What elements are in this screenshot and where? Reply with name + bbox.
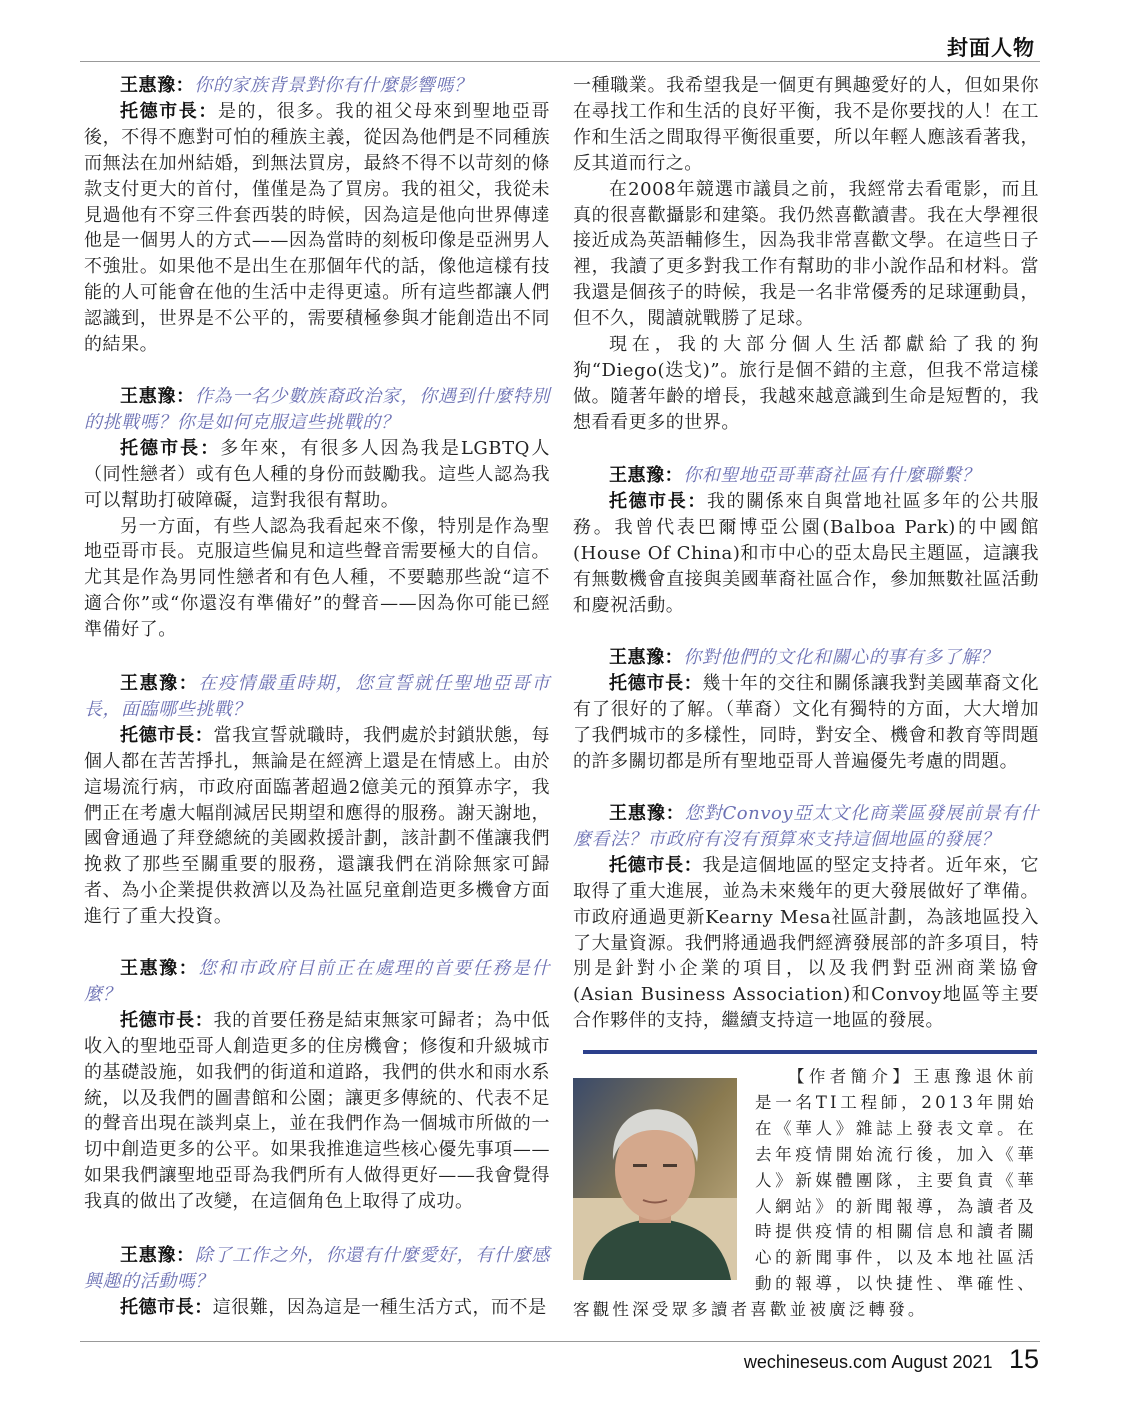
question: 你對他們的文化和關心的事有多了解？: [683, 647, 999, 668]
qa-block: [84, 956, 550, 1215]
header-divider: [80, 61, 1040, 62]
answer: 我的首要任務是結束無家可歸者；為中低收入的聖地亞哥人創造更多的住房機會；修復和升級城市的基礎設施，如我們的街道和道路，我們的供水和雨水系統，以及我們的圖書館和公園；讓更多傳統的、代表不足的聲音出現在談判桌上，並在我們作為一個城市所做的一切中創造更多的公平。如果我推進這些核心優先事項——如果我們讓聖地亞哥為我們所有人做得更好——我會覺得我真的做出了改變，在這個角色上取得了成功。: [84, 1009, 550, 1213]
interviewee-label: 托德市長：: [120, 724, 214, 746]
answer: 這很難，因為這是一種生活方式，而不是: [212, 1296, 547, 1318]
page-number: 15: [1008, 1344, 1039, 1374]
footer-site: wechineseus.com: [743, 1352, 887, 1372]
question: 您對Convoy亞太文化商業區發展前景有什麼看法？市政府有沒有預算來支持這個地區的發展？: [573, 803, 1039, 850]
answer-paragraph: 現在，我的大部分個人生活都獻給了我的狗狗“Diego(迭戈)”。旅行是個不錯的主意，但我不常這樣做。隨著年齡的增長，我越來越意識到生命是短暫的，我想看看更多的世界。: [573, 334, 1039, 433]
answer-continuation: [573, 73, 1039, 436]
answer: 當我宣誓就職時，我們處於封鎖狀態，每個人都在苦苦掙扎，無論是在經濟上還是在情感上。由於這場流行病，市政府面臨著超過2億美元的預算赤字，我們正在考慮大幅削減居民期望和應得的服務。謝天謝地，國會通過了拜登總統的美國救援計劃，該計劃不僅讓我們挽救了那些至關重要的服務，還讓我們在消除無家可歸者、為小企業提供救濟以及為社區兒童創造更多機會方面進行了重大投資。: [84, 724, 550, 928]
interviewer-label: 王惠豫：: [120, 1245, 195, 1266]
qa-block: [84, 671, 550, 930]
bio-divider: [583, 1050, 1037, 1054]
question: 您和市政府目前正在處理的首要任務是什麼？: [84, 958, 550, 1005]
interviewee-label: 托德市長：: [120, 1009, 214, 1031]
answer-paragraph: 在2008年競選市議員之前，我經常去看電影，而且真的很喜歡攝影和建築。我仍然喜歡讀書。我在大學裡很接近成為英語輔修生，因為我非常喜歡文學。在這些日子裡，我讀了更多對我工作有幫助的非小說作品和材料。當我還是個孩子的時候，我是一名非常優秀的足球運動員，但不久，閱讀就戰勝了足球。: [573, 178, 1039, 330]
qa-block: [573, 645, 1039, 775]
interviewee-label: 托德市長：: [609, 854, 703, 876]
question: 你和聖地亞哥華裔社區有什麼聯繫？: [683, 465, 981, 486]
question: 你的家族背景對你有什麼影響嗎？: [194, 75, 473, 96]
section-title: 封面人物: [947, 35, 1035, 60]
interviewer-label: 王惠豫：: [609, 647, 684, 668]
bio-text: 【作者簡介】王惠豫退休前是一名TI工程師，2013年開始在《華人》雜誌上發表文章。在去年疫情開始流行後，加入《華人》新媒體團隊，主要負責《華人網站》的新聞報導，為讀者及時提供疫情的相關信息和讀者關心的新聞事件，以及本地社區活動的報導，以快捷性、準確性、客觀性深受眾多讀者喜歡並被廣泛轉發。: [573, 1067, 1037, 1320]
interviewee-label: 托德市長：: [120, 100, 218, 122]
interviewee-label: 托德市長：: [120, 1296, 213, 1318]
interviewer-label: 王惠豫：: [120, 958, 199, 979]
question: 在疫情嚴重時期，您宣誓就任聖地亞哥市長，面臨哪些挑戰？: [84, 673, 550, 720]
qa-block: [573, 801, 1039, 1034]
interviewer-label: 王惠豫：: [120, 75, 195, 96]
qa-block: [573, 463, 1039, 618]
answer-paragraph: 另一方面，有些人認為我看起來不像，特別是作為聖地亞哥市長。克服這些偏見和這些聲音需要極大的自信。尤其是作為男同性戀者和有色人種，不要聽那些說“這不適合你”或“你還沒有準備好”的聲音——因為你可能已經準備好了。: [84, 515, 550, 641]
author-photo: [573, 1078, 737, 1280]
question: 作為一名少數族裔政治家，你遇到什麼特別的挑戰嗎？你是如何克服這些挑戰的？: [84, 386, 550, 433]
footer-issue: August 2021: [891, 1352, 993, 1372]
answer: 我的關係來自與當地社區多年的公共服務。我曾代表巴爾博亞公園(Balboa Park)的中國館 (House Of China)和市中心的亞太島民主題區，這讓我有無數機會直接與美國華裔社區合作，參加無數社區活動和慶祝活動。: [573, 490, 1039, 616]
interviewee-label: 托德市長：: [609, 490, 707, 512]
answer: 多年來，有很多人因為我是LGBTQ人（同性戀者）或有色人種的身份而鼓勵我。這些人認為我可以幫助打破障礙，這對我很有幫助。: [84, 437, 550, 511]
qa-block: [84, 384, 550, 643]
qa-block: [84, 73, 550, 358]
answer: 是的，很多。我的祖父母來到聖地亞哥後，不得不應對可怕的種族主義，從因為他們是不同種族而無法在加州結婚，到無法買房，最終不得不以苛刻的條款支付更大的首付，僅僅是為了買房。我的祖父，我從未見過他有不穿三件套西裝的時候，因為這是他向世界傳達他是一個男人的方式——因為當時的刻板印像是亞洲男人不強壯。如果他不是出生在那個年代的話，像他這樣有技能的人可能會在他的生活中走得更遠。所有這些都讓人們認識到，世界是不公平的，需要積極參與才能創造出不同的結果。: [84, 100, 550, 356]
author-bio: [573, 1064, 1037, 1323]
interviewer-label: 王惠豫：: [609, 465, 684, 486]
interviewer-label: 王惠豫：: [120, 386, 195, 407]
answer: 我是這個地區的堅定支持者。近年來，它取得了重大進展，並為未來幾年的更大發展做好了準備。市政府通過更新Kearny Mesa社區計劃，為該地區投入了大量資源。我們將通過我們經濟發展部的許多項目，特別是針對小企業的項目，以及我們對亞洲商業協會(Asian Business Association)和Convoy地區等主要合作夥伴的支持，繼續支持這一地區的發展。: [573, 854, 1039, 1032]
interviewer-label: 王惠豫：: [609, 803, 685, 824]
question: 除了工作之外，你還有什麼愛好，有什麼感興趣的活動嗎？: [84, 1245, 550, 1292]
footer: [744, 1344, 1039, 1375]
answer-paragraph: 一種職業。我希望我是一個更有興趣愛好的人，但如果你在尋找工作和生活的良好平衡，我不是你要找的人！在工作和生活之間取得平衡很重要，所以年輕人應該看著我，反其道而行之。: [573, 75, 1039, 174]
interviewee-label: 托德市長：: [609, 672, 703, 694]
qa-block: [84, 1243, 550, 1321]
interviewer-label: 王惠豫：: [120, 673, 199, 694]
answer: 幾十年的交往和關係讓我對美國華裔文化有了很好的了解。（華裔）文化有獨特的方面，大大增加了我們城市的多樣性，同時，對安全、機會和教育等問題的許多關切都是所有聖地亞哥人普遍優先考慮的問題。: [573, 672, 1039, 772]
footer-divider: [80, 1341, 1040, 1342]
interviewee-label: 托德市長：: [120, 437, 221, 459]
